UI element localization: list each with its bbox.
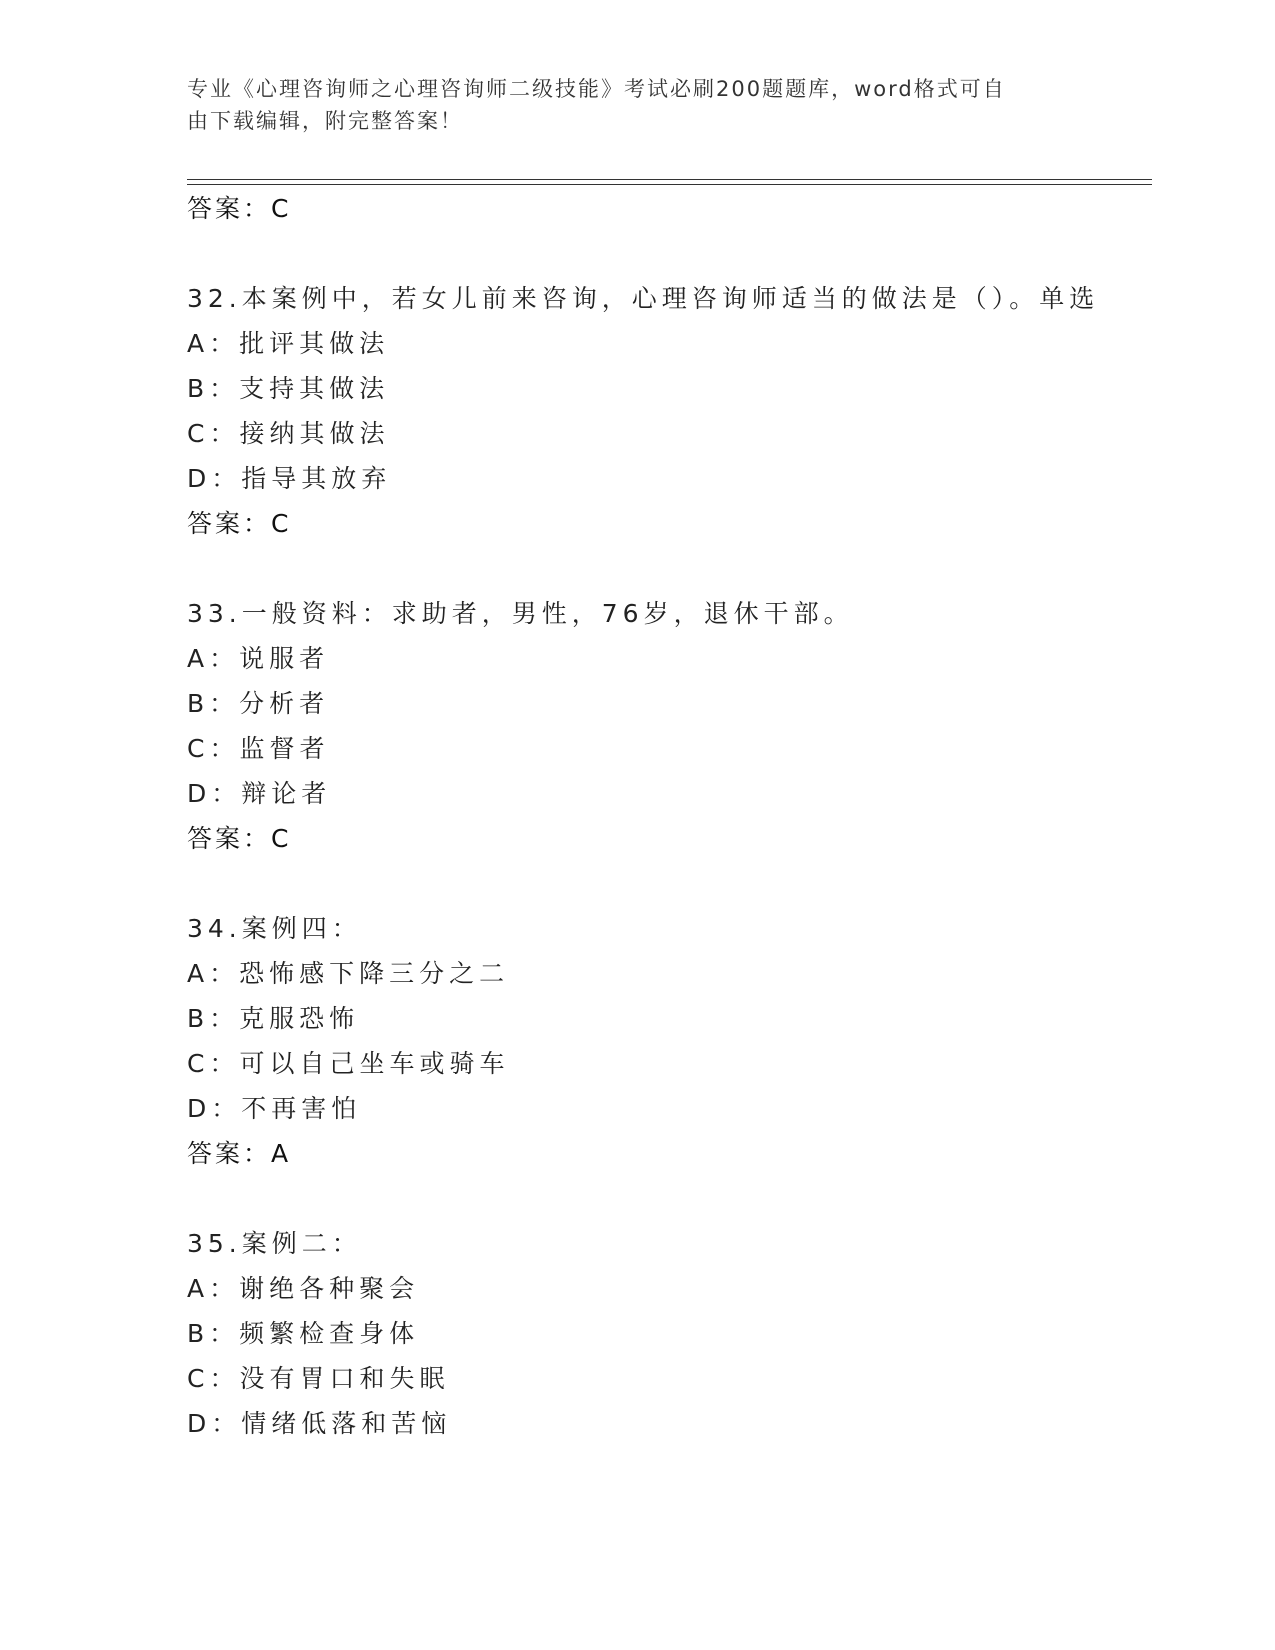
question-33-option-d: D：辩论者 [187,779,332,808]
header-divider-bottom [187,184,1152,185]
question-32-option-c: C：接纳其做法 [187,419,390,448]
header-line-2: 由下载编辑，附完整答案！ [187,109,463,133]
answer-line: 答案：C [187,194,292,223]
question-35-option-a: A：谢绝各种聚会 [187,1274,420,1303]
question-32-option-a: A：批评其做法 [187,329,390,358]
header-line-1: 专业《心理咨询师之心理咨询师二级技能》考试必刷200题题库，word格式可自 [187,77,1006,101]
question-32: 32.本案例中，若女儿前来咨询，心理咨询师适当的做法是（）。单选 [187,284,1100,313]
question-34: 34.案例四： [187,914,362,943]
question-35-option-c: C：没有胃口和失眠 [187,1364,450,1393]
question-33-option-a: A：说服者 [187,644,330,673]
question-34-option-d: D：不再害怕 [187,1094,362,1123]
question-33-answer: 答案：C [187,824,292,853]
question-34-option-c: C：可以自己坐车或骑车 [187,1049,510,1078]
document-header [187,73,1067,137]
question-33-option-b: B：分析者 [187,689,330,718]
header-divider-top [187,179,1152,180]
question-33-option-c: C：监督者 [187,734,330,763]
question-34-option-a: A：恐怖感下降三分之二 [187,959,510,988]
question-33: 33.一般资料：求助者，男性，76岁，退休干部。 [187,599,854,628]
question-35-option-d: D：情绪低落和苦恼 [187,1409,452,1438]
question-32-option-d: D：指导其放弃 [187,464,392,493]
question-35: 35.案例二： [187,1229,362,1258]
question-35-option-b: B：频繁检查身体 [187,1319,420,1348]
question-32-answer: 答案：C [187,509,292,538]
question-32-option-b: B：支持其做法 [187,374,390,403]
question-34-option-b: B：克服恐怖 [187,1004,360,1033]
question-34-answer: 答案：A [187,1139,292,1168]
